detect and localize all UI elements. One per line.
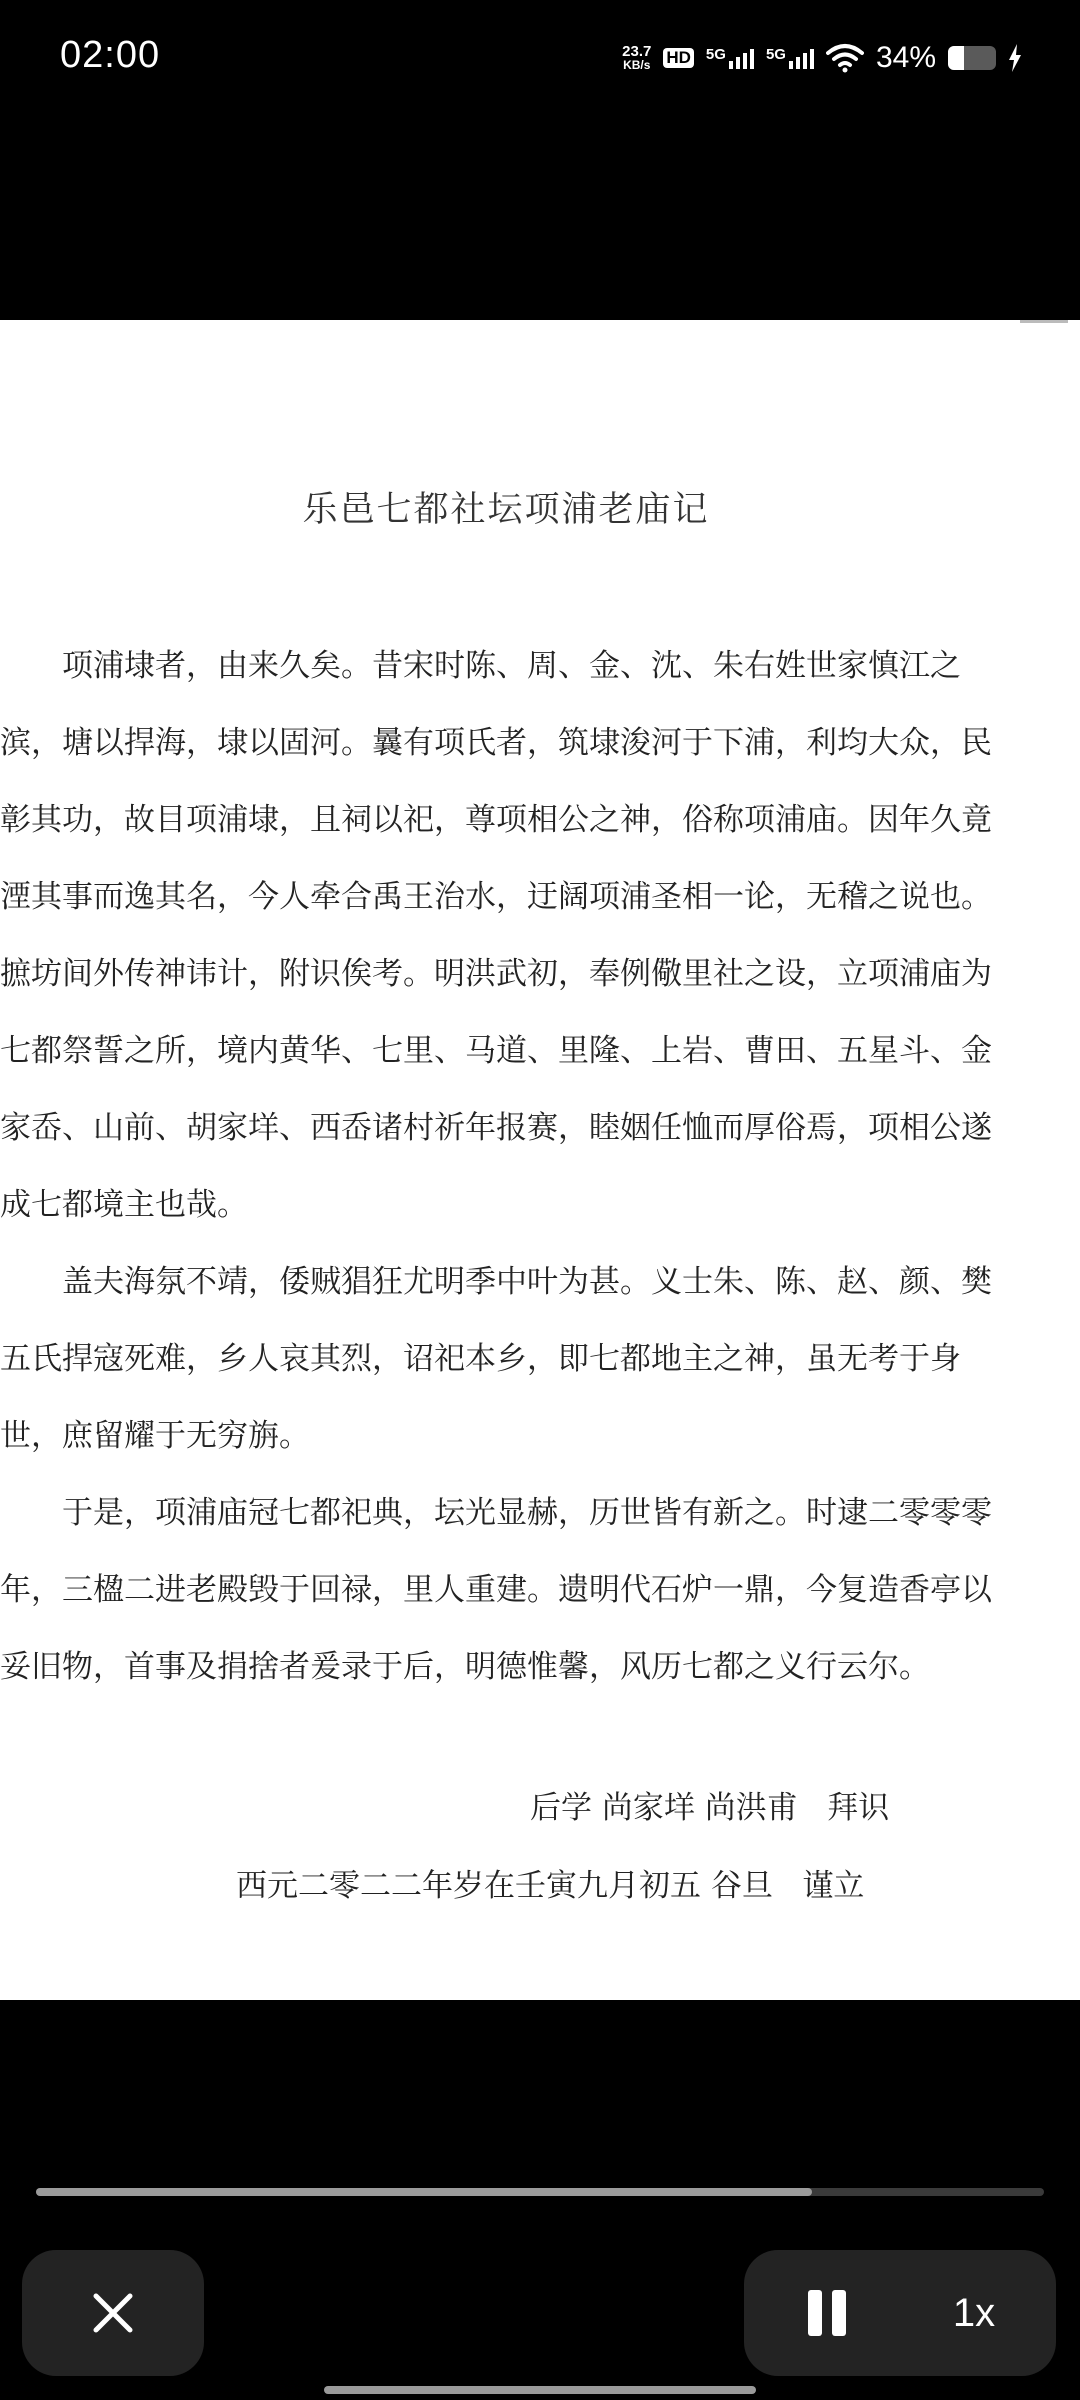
network-speed-unit: KB/s [623, 58, 651, 72]
network-speed [622, 44, 651, 72]
pause-icon-bar-right [832, 2290, 846, 2336]
document-date-line: 西元二零二二年岁在壬寅九月初五 谷旦 谨立 [236, 1868, 865, 1904]
progress-fill [36, 2188, 812, 2196]
sim1-label: 5G [705, 46, 726, 63]
sim2-label: 5G [765, 46, 786, 63]
progress-bar[interactable] [36, 2188, 1044, 2196]
sim2-bars [789, 47, 814, 69]
document-paragraph-1: 项浦埭者，由来久矣。昔宋时陈、周、金、沈、朱右姓世家慎江之滨，塘以捍海，埭以固河。曩有项氏者，筑埭浚河于下浦，利均大众，民彰其功，故目项浦埭，且祠以祀，尊项相公之神，俗称项浦庙。因年久竟湮其事而逸其名，今人牵合禹王治水，迂阔项浦圣相一论，无稽之说也。摭坊间外传神讳计，附识俟考。明洪武初，奉例儆里社之设，立项浦庙为七都祭誓之所，境内黄华、七里、马道、里隆、上岩、曹田、五星斗、金家岙、山前、胡家垟、西岙诸村祈年报赛，睦姻任恤而厚俗焉，项相公遂成七都境主也哉。 [0, 648, 992, 1223]
document-paragraph-2: 盖夫海氛不靖，倭贼猖狂尤明季中叶为甚。义士朱、陈、赵、颜、樊五氏捍寇死难，乡人哀其烈，诏祀本乡，即七都地主之神，虽无考于身世，庶留耀于无穷旃。 [0, 1264, 992, 1454]
status-time: 02:00 [60, 34, 161, 76]
pause-button[interactable] [792, 2278, 862, 2348]
sim2-signal-icon [766, 47, 814, 69]
status-icons [622, 36, 1022, 80]
sim1-bars [729, 47, 754, 69]
document-paragraph-3: 于是，项浦庙冠七都祀典，坛光显赫，历世皆有新之。时逮二零零零年，三楹二进老殿毁于回禄，里人重建。遗明代石炉一鼎，今复造香亭以妥旧物，首事及捐捨者爰录于后，明德惟馨，风历七都之义行云尔。 [0, 1495, 992, 1685]
network-speed-value: 23.7 [622, 43, 652, 60]
playback-controls [744, 2250, 1056, 2376]
battery-fill [948, 46, 964, 70]
hd-icon: HD [663, 48, 694, 68]
charging-icon [1008, 44, 1022, 72]
playback-speed-button[interactable]: 1x [952, 2290, 996, 2335]
battery-percentage: 34% [875, 41, 936, 74]
home-indicator[interactable] [324, 2386, 756, 2394]
sim1-signal-icon [706, 47, 754, 69]
document-signature: 后学 尚家垟 尚洪甫 拜识 [530, 1790, 890, 1826]
document-image [0, 320, 1080, 2000]
wifi-icon [826, 43, 864, 73]
close-button[interactable] [22, 2250, 204, 2376]
close-icon [92, 2292, 134, 2334]
status-bar [0, 0, 1080, 116]
document-edge-mark [1020, 320, 1068, 323]
document-body [0, 628, 1012, 1706]
pause-icon-bar-left [808, 2290, 822, 2336]
document-title: 乐邑七都社坛项浦老庙记 [302, 490, 710, 530]
battery-icon [948, 46, 996, 70]
